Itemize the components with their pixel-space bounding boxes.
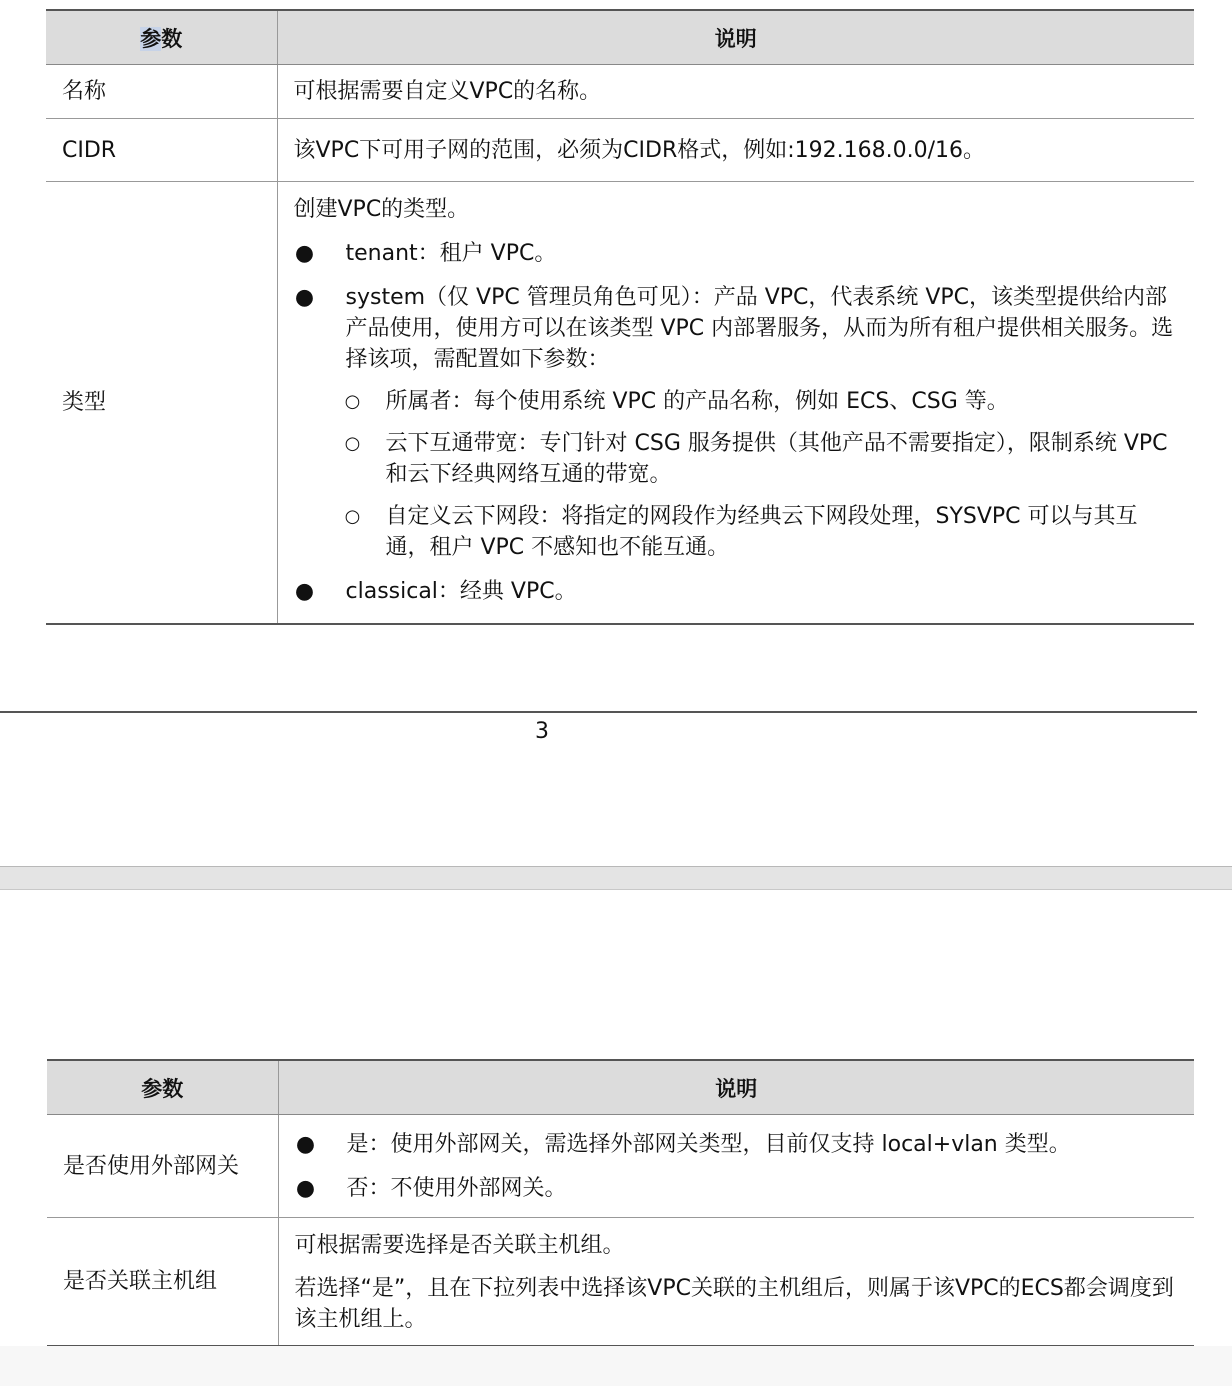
desc-column-header: 说明: [278, 1060, 1194, 1115]
sub-list-item-text: 所属者：每个使用系统 VPC 的产品名称，例如 ECS、CSG 等。: [385, 389, 1009, 414]
param-table-1: [46, 9, 1194, 625]
selected-text: 参: [140, 26, 162, 51]
table-row: [47, 1218, 1194, 1346]
list-item: [295, 1173, 1181, 1204]
bullet-icon: ●: [295, 1176, 316, 1201]
bullet-icon: ●: [294, 241, 315, 266]
param-column-header: [46, 10, 277, 65]
hollow-bullet-icon: ○: [344, 433, 361, 454]
sub-list-item: [294, 501, 1181, 563]
bullet-icon: ●: [295, 1132, 316, 1157]
table-row: [46, 182, 1194, 624]
hollow-bullet-icon: ○: [344, 391, 361, 412]
param-name-cell: 是否关联主机组: [47, 1218, 278, 1346]
param-desc-cell: [278, 1218, 1194, 1346]
list-item: [294, 282, 1181, 375]
page-break-separator: [0, 866, 1232, 890]
desc-line: 可根据需要选择是否关联主机组。: [294, 1233, 625, 1258]
sub-list-item-text: 云下互通带宽：专门针对 CSG 服务提供（其他产品不需要指定），限制系统 VPC 和云下经典网络互通的带宽。: [385, 431, 1168, 487]
list-item: [294, 576, 1181, 607]
hollow-bullet-icon: ○: [344, 506, 361, 527]
table-row: [47, 1115, 1194, 1218]
page-footer-rule: [0, 711, 1197, 713]
type-intro: 创建VPC的类型。: [293, 197, 470, 222]
list-item-text: 是：使用外部网关，需选择外部网关类型，目前仅支持 local+vlan 类型。: [346, 1132, 1071, 1157]
param-table-2: [47, 1059, 1194, 1347]
table-header-row: [47, 1060, 1194, 1115]
param-column-header: 参数: [47, 1060, 278, 1115]
desc-line: 若选择“是”，且在下拉列表中选择该VPC关联的主机组后，则属于该VPC的ECS都会调度到该主机组上。: [294, 1276, 1174, 1332]
table-header-row: [46, 10, 1194, 65]
param-desc-cell: [277, 182, 1194, 624]
table-row: [46, 119, 1194, 182]
desc-column-header: 说明: [277, 10, 1194, 65]
param-desc-cell: 该VPC下可用子网的范围，必须为CIDR格式，例如:192.168.0.0/16。: [277, 119, 1194, 182]
sub-list-item: [294, 428, 1181, 490]
sub-list-item-text: 自定义云下网段：将指定的网段作为经典云下网段处理，SYSVPC 可以与其互通，租户 VPC 不感知也不能互通。: [385, 504, 1138, 560]
bullet-icon: ●: [294, 579, 315, 604]
list-item-text: 否：不使用外部网关。: [346, 1176, 567, 1201]
table-row: [46, 65, 1194, 119]
list-item-text: tenant：租户 VPC。: [345, 241, 557, 266]
list-item: [294, 238, 1181, 269]
sub-list-item: [294, 386, 1181, 417]
page-number: 3: [535, 719, 549, 744]
param-name-cell: CIDR: [46, 119, 277, 182]
param-name-cell: 名称: [46, 65, 277, 119]
param-name-cell: 是否使用外部网关: [47, 1115, 278, 1218]
header-text-rest: 数: [161, 26, 183, 51]
param-name-cell: 类型: [46, 182, 277, 624]
list-item-text: classical：经典 VPC。: [345, 579, 577, 604]
list-item: [295, 1129, 1181, 1160]
list-item-text: system（仅 VPC 管理员角色可见）：产品 VPC，代表系统 VPC，该类型提供给内部产品使用，使用方可以在该类型 VPC 内部署服务，从而为所有租户提供相关服务。选择该项，需配置如下参数：: [345, 285, 1174, 372]
page-bottom-edge: [0, 1346, 1232, 1386]
bullet-icon: ●: [294, 285, 315, 310]
param-desc-cell: 可根据需要自定义VPC的名称。: [277, 65, 1194, 119]
param-desc-cell: [278, 1115, 1194, 1218]
